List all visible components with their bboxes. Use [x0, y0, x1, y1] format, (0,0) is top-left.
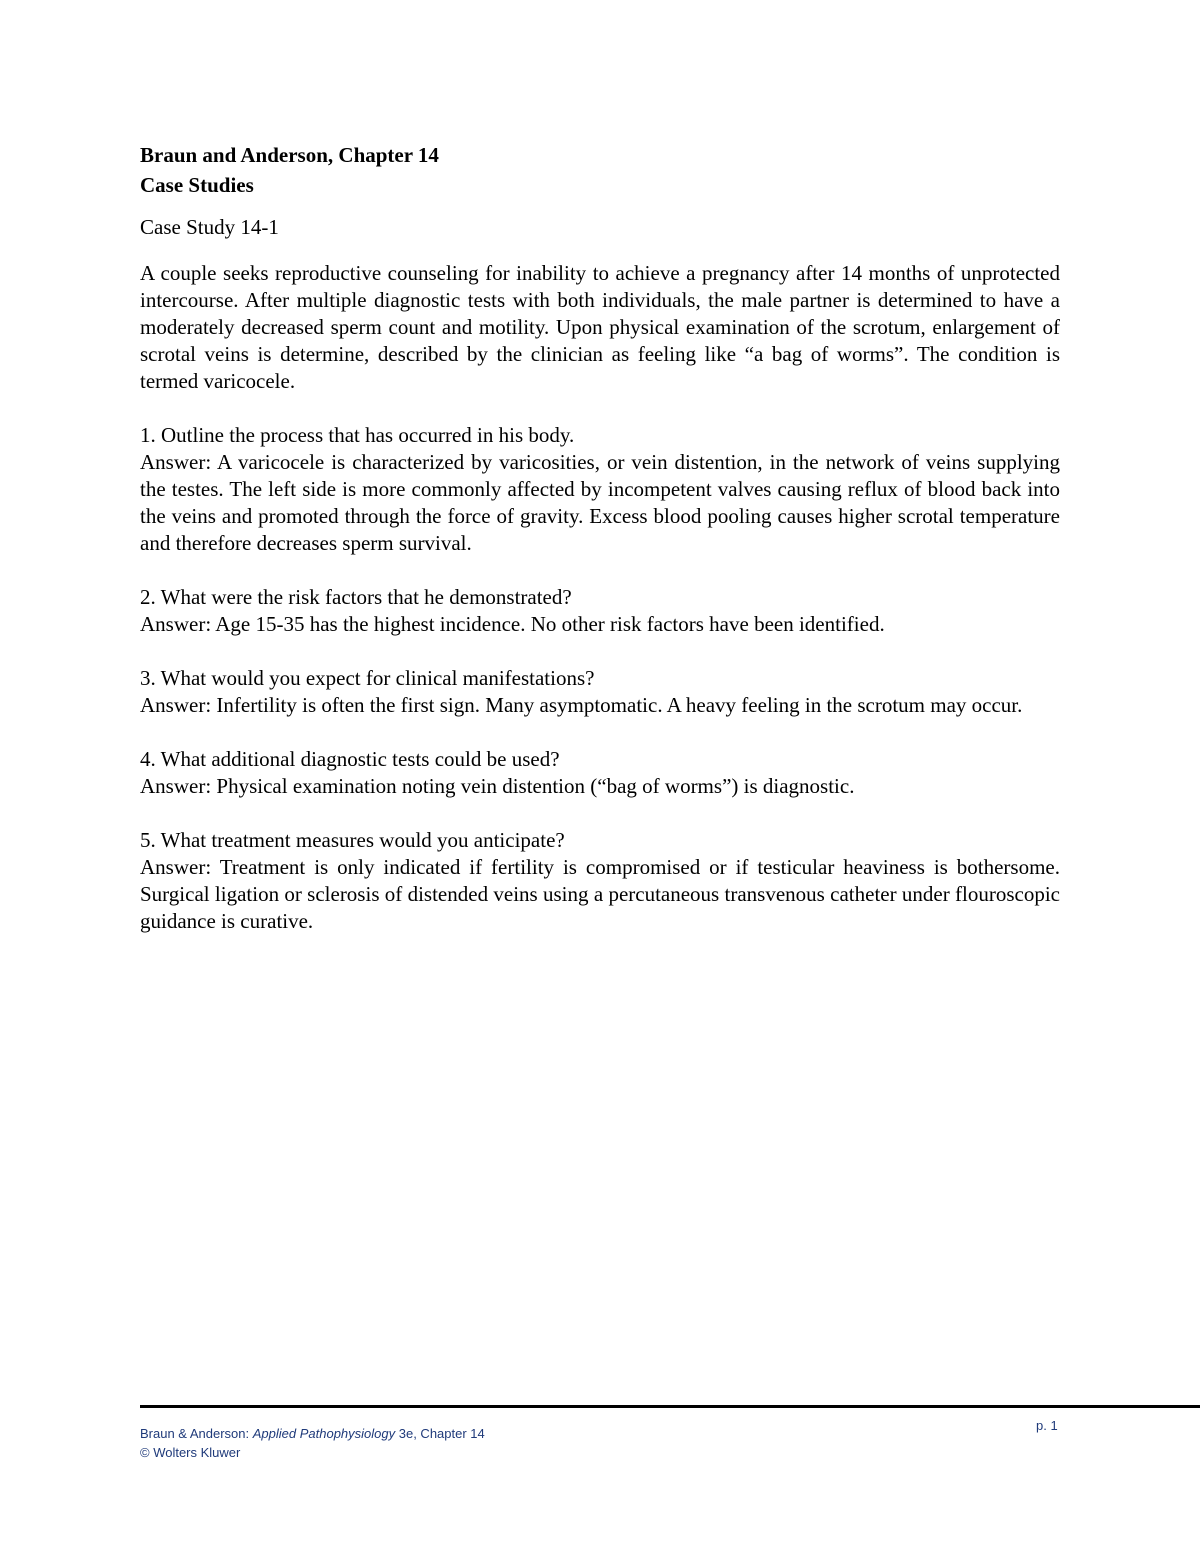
- question-text: 4. What additional diagnostic tests could be used?: [140, 747, 560, 771]
- case-scenario: A couple seeks reproductive counseling for inability to achieve a pregnancy after 14 months of unprotected intercourse. After multiple diagnostic tests with both individuals, the male partner is determined to have a moderately decreased sperm count and motility. Upon physical examination of the scrotum, enlargement of scrotal veins is determine, described by the clinician as feeling like “a bag of worms”. The condition is termed varicocele.: [140, 261, 1060, 393]
- answer-text: Answer: Age 15-35 has the highest incidence. No other risk factors have been identified.: [140, 612, 885, 636]
- document-title: Braun and Anderson, Chapter 14: [140, 143, 439, 167]
- qa-item-2: [140, 584, 1060, 638]
- footer-edition: 3e, Chapter 14: [395, 1426, 485, 1441]
- question-text: 5. What treatment measures would you anticipate?: [140, 828, 565, 852]
- footer-divider: [140, 1405, 1200, 1408]
- answer-text: Answer: Physical examination noting vein distention (“bag of worms”) is diagnostic.: [140, 774, 855, 798]
- qa-item-4: [140, 746, 1060, 800]
- document-subtitle: Case Studies: [140, 173, 254, 197]
- answer-text: Answer: Infertility is often the first sign. Many asymptomatic. A heavy feeling in the scrotum may occur.: [140, 693, 1023, 717]
- qa-item-5: [140, 827, 1060, 935]
- qa-item-3: [140, 665, 1060, 719]
- answer-text: Answer: Treatment is only indicated if fertility is compromised or if testicular heaviness is bothersome. Surgical ligation or sclerosis of distended veins using a percutaneous transvenous catheter under flouroscopic guidance is curative.: [140, 855, 1060, 933]
- footer-authors: Braun & Anderson:: [140, 1426, 253, 1441]
- question-text: 1. Outline the process that has occurred in his body.: [140, 423, 575, 447]
- document-body: [140, 140, 1060, 935]
- footer-source-line: [140, 1424, 485, 1443]
- page-number: p. 1: [1036, 1418, 1058, 1433]
- question-text: 2. What were the risk factors that he demonstrated?: [140, 585, 572, 609]
- question-text: 3. What would you expect for clinical manifestations?: [140, 666, 595, 690]
- footer-citation: [140, 1424, 485, 1462]
- case-study-label: Case Study 14-1: [140, 215, 279, 239]
- answer-text: Answer: A varicocele is characterized by varicosities, or vein distention, in the network of veins supplying the testes. The left side is more commonly affected by incompetent valves causing reflux of blood back into the veins and promoted through the force of gravity. Excess blood pooling causes higher scrotal temperature and therefore decreases sperm survival.: [140, 450, 1060, 555]
- footer-book-title: Applied Pathophysiology: [252, 1426, 396, 1441]
- qa-item-1: [140, 422, 1060, 557]
- footer-copyright: © Wolters Kluwer: [140, 1445, 241, 1460]
